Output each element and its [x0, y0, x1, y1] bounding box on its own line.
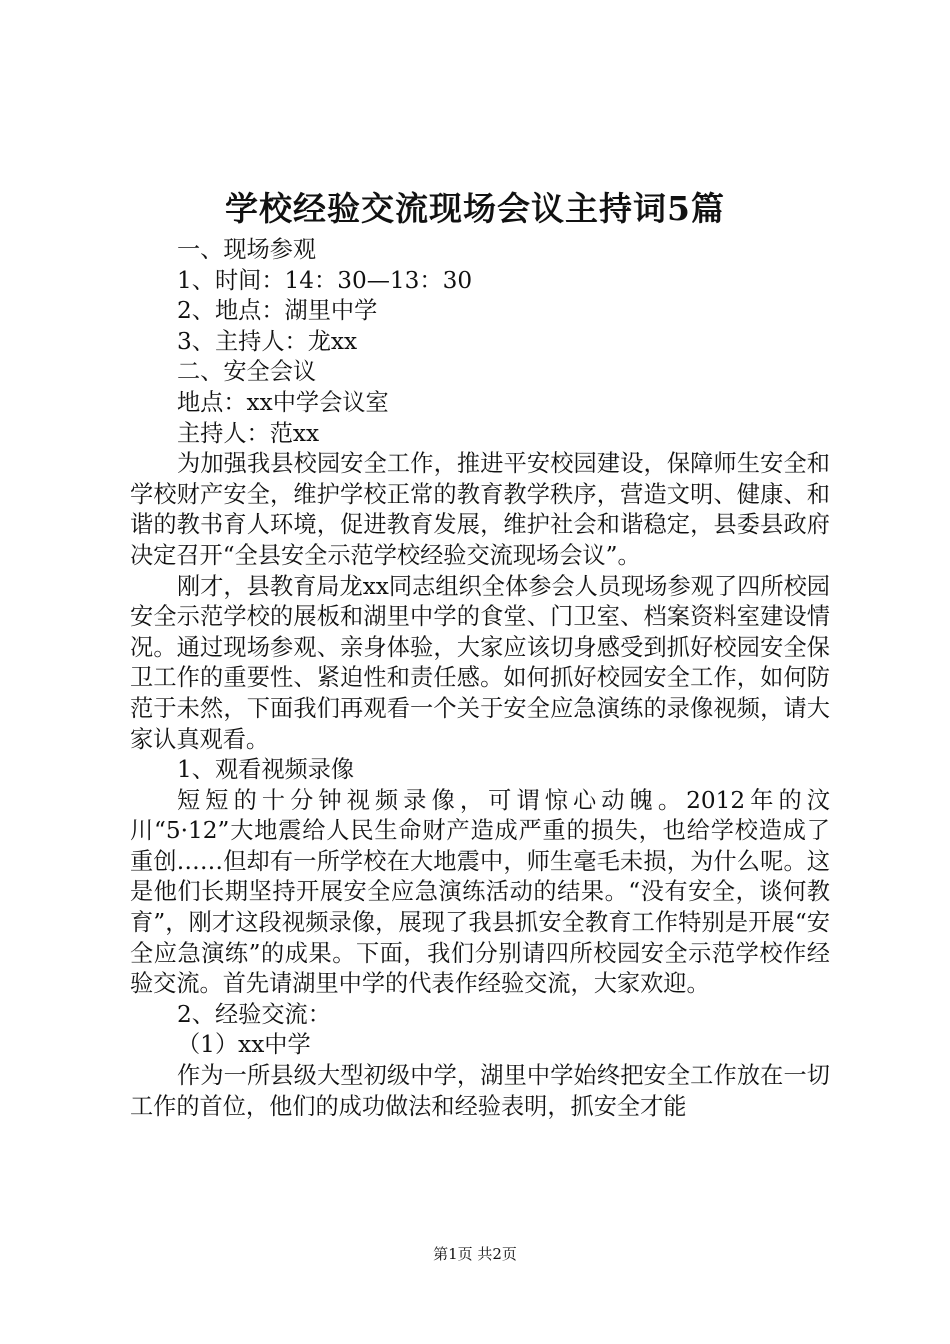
document-title: 学校经验交流现场会议主持词5篇 [225, 189, 725, 228]
section-heading: 二、安全会议 [177, 358, 317, 386]
subsection-heading: 1、观看视频录像 [177, 756, 355, 784]
list-item: 1、时间：14：30—13：30 [177, 266, 473, 294]
page-footer: 第1页 共2页 [433, 1245, 517, 1263]
list-item: 主持人：范xx [177, 419, 320, 447]
body-paragraph: 刚才，县教育局龙xx同志组织全体参会人员现场参观了四所校园安全示范学校的展板和湖里中学的食堂、门卫室、档案资料室建设情况。通过现场参观、亲身体验，大家应该切身感受到抓好校园安全保卫工作的重要性、紧迫性和责任感。如何抓好校园安全工作，如何防范于未然，下面我们再观看一个关于安全应急演练的录像视频，请大家认真观看。 [130, 572, 830, 753]
subsection-heading: （1）xx中学 [177, 1031, 311, 1059]
subsection-heading: 2、经验交流： [177, 1000, 331, 1028]
document-body [130, 235, 830, 1122]
list-item: 3、主持人：龙xx [177, 327, 358, 355]
list-item: 2、地点：湖里中学 [177, 297, 378, 325]
list-item: 地点：xx中学会议室 [177, 388, 389, 416]
body-paragraph: 短短的十分钟视频录像，可谓惊心动魄。2012年的汶川“5·12”大地震给人民生命财产造成严重的损失，也给学校造成了重创……但却有一所学校在大地震中，师生毫毛未损，为什么呢。这是他们长期坚持开展安全应急演练活动的结果。“没有安全，谈何教育”，刚才这段视频录像，展现了我县抓安全教育工作特别是开展“安全应急演练”的成果。下面，我们分别请四所校园安全示范学校作经验交流。首先请湖里中学的代表作经验交流，大家欢迎。 [130, 786, 830, 998]
body-paragraph: 为加强我县校园安全工作，推进平安校园建设，保障师生安全和学校财产安全，维护学校正常的教育教学秩序，营造文明、健康、和谐的教书育人环境，促进教育发展，维护社会和谐稳定，县委县政府决定召开“全县安全示范学校经验交流现场会议”。 [130, 450, 830, 569]
body-paragraph: 作为一所县级大型初级中学，湖里中学始终把安全工作放在一切工作的首位，他们的成功做法和经验表明，抓安全才能 [130, 1062, 830, 1120]
section-heading: 一、现场参观 [177, 236, 317, 263]
